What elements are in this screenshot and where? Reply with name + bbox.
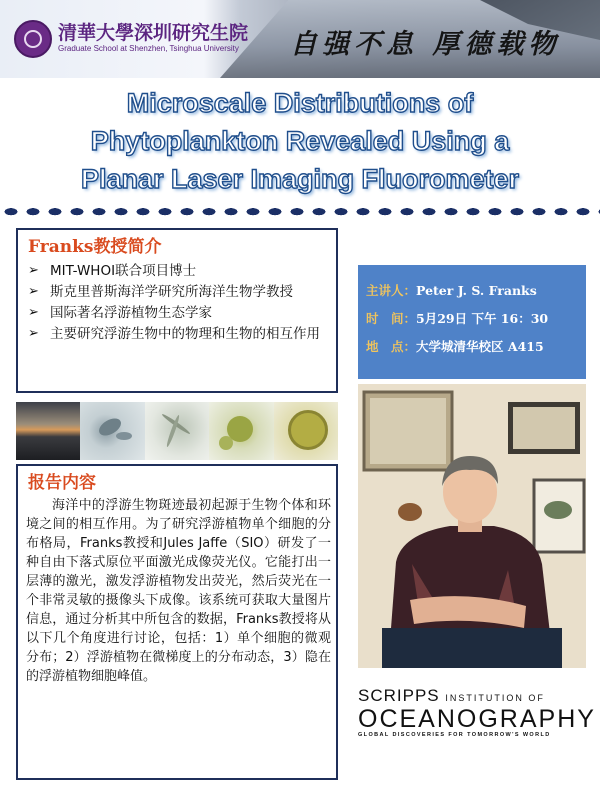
- phytoplankton-image: [209, 402, 273, 460]
- title-line: Microscale Distributions of: [126, 88, 474, 118]
- report-heading: 报告内容: [28, 473, 96, 493]
- title-line: Phytoplankton Revealed Using a: [90, 126, 510, 156]
- university-subtitle: Graduate School at Shenzhen, Tsinghua University: [58, 44, 239, 53]
- school-motto: 自强不息 厚德载物: [290, 29, 561, 60]
- talk-place: 大学城清华校区 A415: [416, 339, 544, 354]
- arrow-bullet-icon: ➢: [28, 263, 39, 278]
- talk-time: 5月29日 下午 16：30: [416, 311, 549, 326]
- speaker-photo-drawing: [358, 384, 586, 668]
- ocean-sunset-image: [16, 402, 80, 460]
- university-name: 清華大學深圳研究生院: [58, 22, 249, 44]
- lecture-title: [0, 84, 600, 198]
- report-content-panel: [16, 464, 338, 780]
- phytoplankton-image: [80, 402, 144, 460]
- report-body: 海洋中的浮游生物斑迹最初起源于生物个体和环境之间的相互作用。为了研究浮游植物单个细胞的分布格局，Franks教授和Jules Jaffe（SIO）研发了一种自由下落式原位平面激光成像荧光仪。它能打出一层薄的激光，激发浮游植物发出荧光，然后荧光在一个非常灵敏的摄像头下成像。该系统可获取大量图片信息，通过分析其中所包含的数据，Franks教授将从以下几个角度进行讨论，包括：1）单个细胞的微观分布；2）浮游植物在微梯度上的分布动态，3）隐在的浮游植物细胞峰值。: [26, 498, 331, 684]
- wave-divider: [0, 200, 600, 218]
- phytoplankton-image: [145, 402, 209, 460]
- logo-top-line: SCRIPPS INSTITUTION OF: [358, 686, 545, 705]
- title-line: Planar Laser Imaging Fluorometer: [80, 164, 520, 194]
- professor-intro-panel: [16, 228, 338, 393]
- arrow-bullet-icon: ➢: [28, 284, 39, 299]
- speaker-name: Peter J. S. Franks: [416, 283, 537, 298]
- logo-oceanography: OCEANOGRAPHY: [358, 705, 596, 733]
- plankton-image-strip: [16, 402, 338, 460]
- talk-info-box: [358, 265, 586, 379]
- list-item: ➢ MIT-WHOI联合项目博士: [28, 263, 197, 279]
- list-item: ➢ 斯克里普斯海洋学研究所海洋生物学教授: [28, 284, 293, 300]
- place-row: 地 点：大学城清华校区 A415: [366, 339, 544, 354]
- scripps-logo: [358, 686, 596, 738]
- header-banner: [0, 0, 600, 78]
- time-row: 时 间：5月29日 下午 16：30: [366, 311, 549, 326]
- speaker-row: 主讲人：Peter J. S. Franks: [366, 283, 537, 298]
- list-item: ➢ 主要研究浮游生物中的物理和生物的相互作用: [28, 326, 320, 342]
- logo-tagline: GLOBAL DISCOVERIES FOR TOMORROW'S WORLD: [358, 732, 551, 738]
- university-seal-icon: [14, 20, 52, 58]
- arrow-bullet-icon: ➢: [28, 305, 39, 320]
- list-item: ➢ 国际著名浮游植物生态学家: [28, 305, 212, 321]
- intro-list: [24, 262, 330, 346]
- intro-heading: Franks教授简介: [28, 237, 162, 257]
- speaker-photo: [358, 384, 586, 668]
- phytoplankton-image: [274, 402, 338, 460]
- arrow-bullet-icon: ➢: [28, 326, 39, 341]
